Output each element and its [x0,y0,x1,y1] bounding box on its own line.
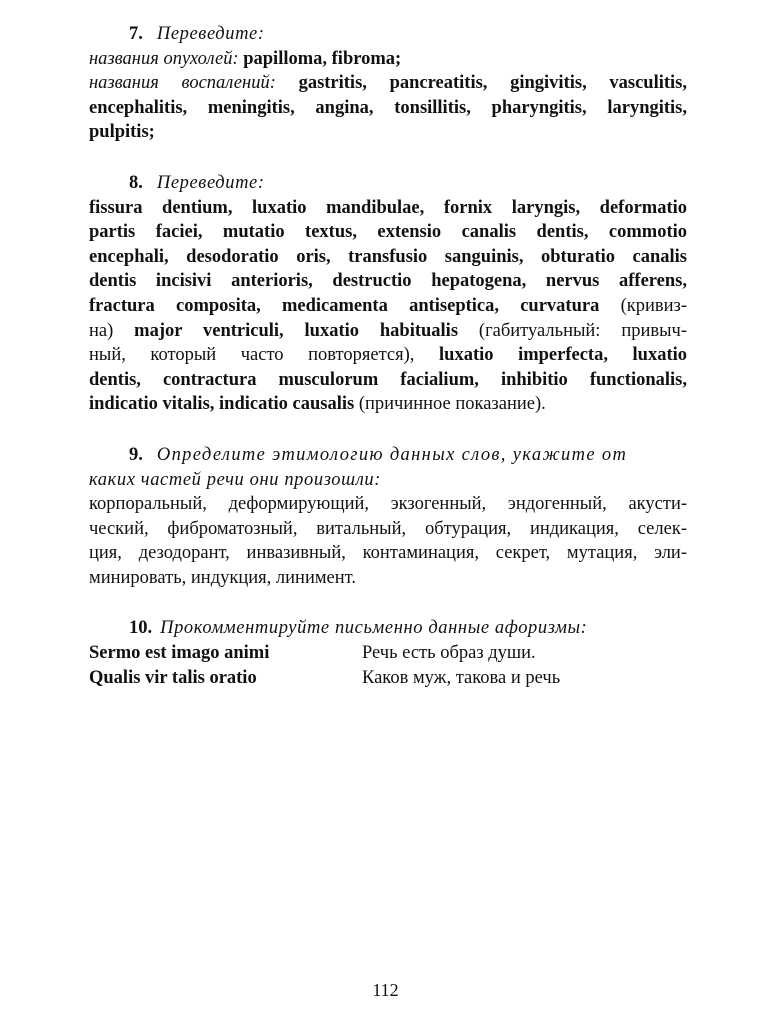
text-line [89,343,687,368]
task-heading [89,616,687,641]
spacer [89,417,687,443]
text-line: ческий, фиброматозный, витальный, обтурация, индикация, селек- [89,518,687,539]
task-8 [89,171,687,417]
text-line [89,319,687,344]
text-line [89,392,687,417]
task-number: 9. [129,444,143,465]
task-title: Прокомментируйте письменно данные афоризмы: [160,618,588,639]
russian-note: ный, который часто повторяется), [89,345,440,366]
russian-note: на) [89,320,135,341]
page-number: 112 [372,980,399,1000]
text-line: ция, дезодорант, инвазивный, контаминация, секрет, мутация, эли- [89,543,687,564]
latin-terms: luxatio imperfecta, luxatio [439,345,688,366]
aphorism-russian: Каков муж, такова и речь [362,667,561,688]
task-number: 7. [129,24,143,44]
text-line [89,294,687,319]
page-content [89,22,687,690]
latin-terms: encephalitis, meningitis, angina, tonsillitis, pharyngitis, laryngitis, [89,97,687,118]
text-line: корпоральный, деформирующий, экзогенный, эндогенный, акусти- [89,494,687,515]
latin-terms: pulpitis; [89,122,155,143]
aphorism-latin: Qualis vir talis oratio [89,667,257,688]
term-label: названия опухолей: [89,48,239,69]
latin-terms: dentis incisivi anterioris, destructio hepatogena, nervus afferens, [89,271,687,292]
text-line: минировать, индукция, линимент. [89,567,356,588]
latin-terms: encephali, desodoratio oris, transfusio sanguinis, obturatio canalis [89,246,687,267]
task-title: Переведите: [156,24,265,44]
text-line [89,71,687,96]
task-number: 8. [129,172,143,193]
spacer [89,590,687,616]
latin-terms: papilloma, fibroma; [243,48,402,69]
task-10 [89,616,687,690]
task-9 [89,443,687,591]
aphorism-russian: Речь есть образ души. [362,643,536,664]
task-title: Переведите: [156,172,265,193]
task-title-continued: каких частей речи они произошли: [89,469,382,490]
latin-terms: partis faciei, mutatio textus, extensio canalis dentis, commotio [89,222,687,243]
latin-terms: indicatio vitalis, indicatio causalis [89,394,355,415]
task-number: 10. [129,618,153,639]
term-label: названия воспалений: [89,73,276,94]
russian-note: (габитуальный: привыч- [458,320,687,341]
aphorism-row [89,641,687,666]
russian-note: (причинное показание). [354,394,546,415]
task-7 [89,22,687,145]
latin-terms: fissura dentium, luxatio mandibulae, fornix laryngis, deformatio [89,197,687,218]
task-heading [89,171,687,196]
latin-terms: gastritis, pancreatitis, gingivitis, vasculitis, [298,73,687,94]
latin-terms: dentis, contractura musculorum facialium, inhibitio functionalis, [89,369,687,390]
aphorism-row [89,666,687,691]
task-heading [89,443,687,468]
latin-terms: fractura composita, medicamenta antiseptica, curvatura [89,295,600,316]
aphorism-latin: Sermo est imago animi [89,643,270,664]
task-heading [89,22,687,47]
task-title: Определите этимологию данных слов, укажите от [156,444,628,465]
latin-terms: major ventriculi, luxatio habitualis [134,320,459,341]
text-line [89,47,687,72]
russian-note: (кривиз- [599,295,687,316]
spacer [89,145,687,171]
